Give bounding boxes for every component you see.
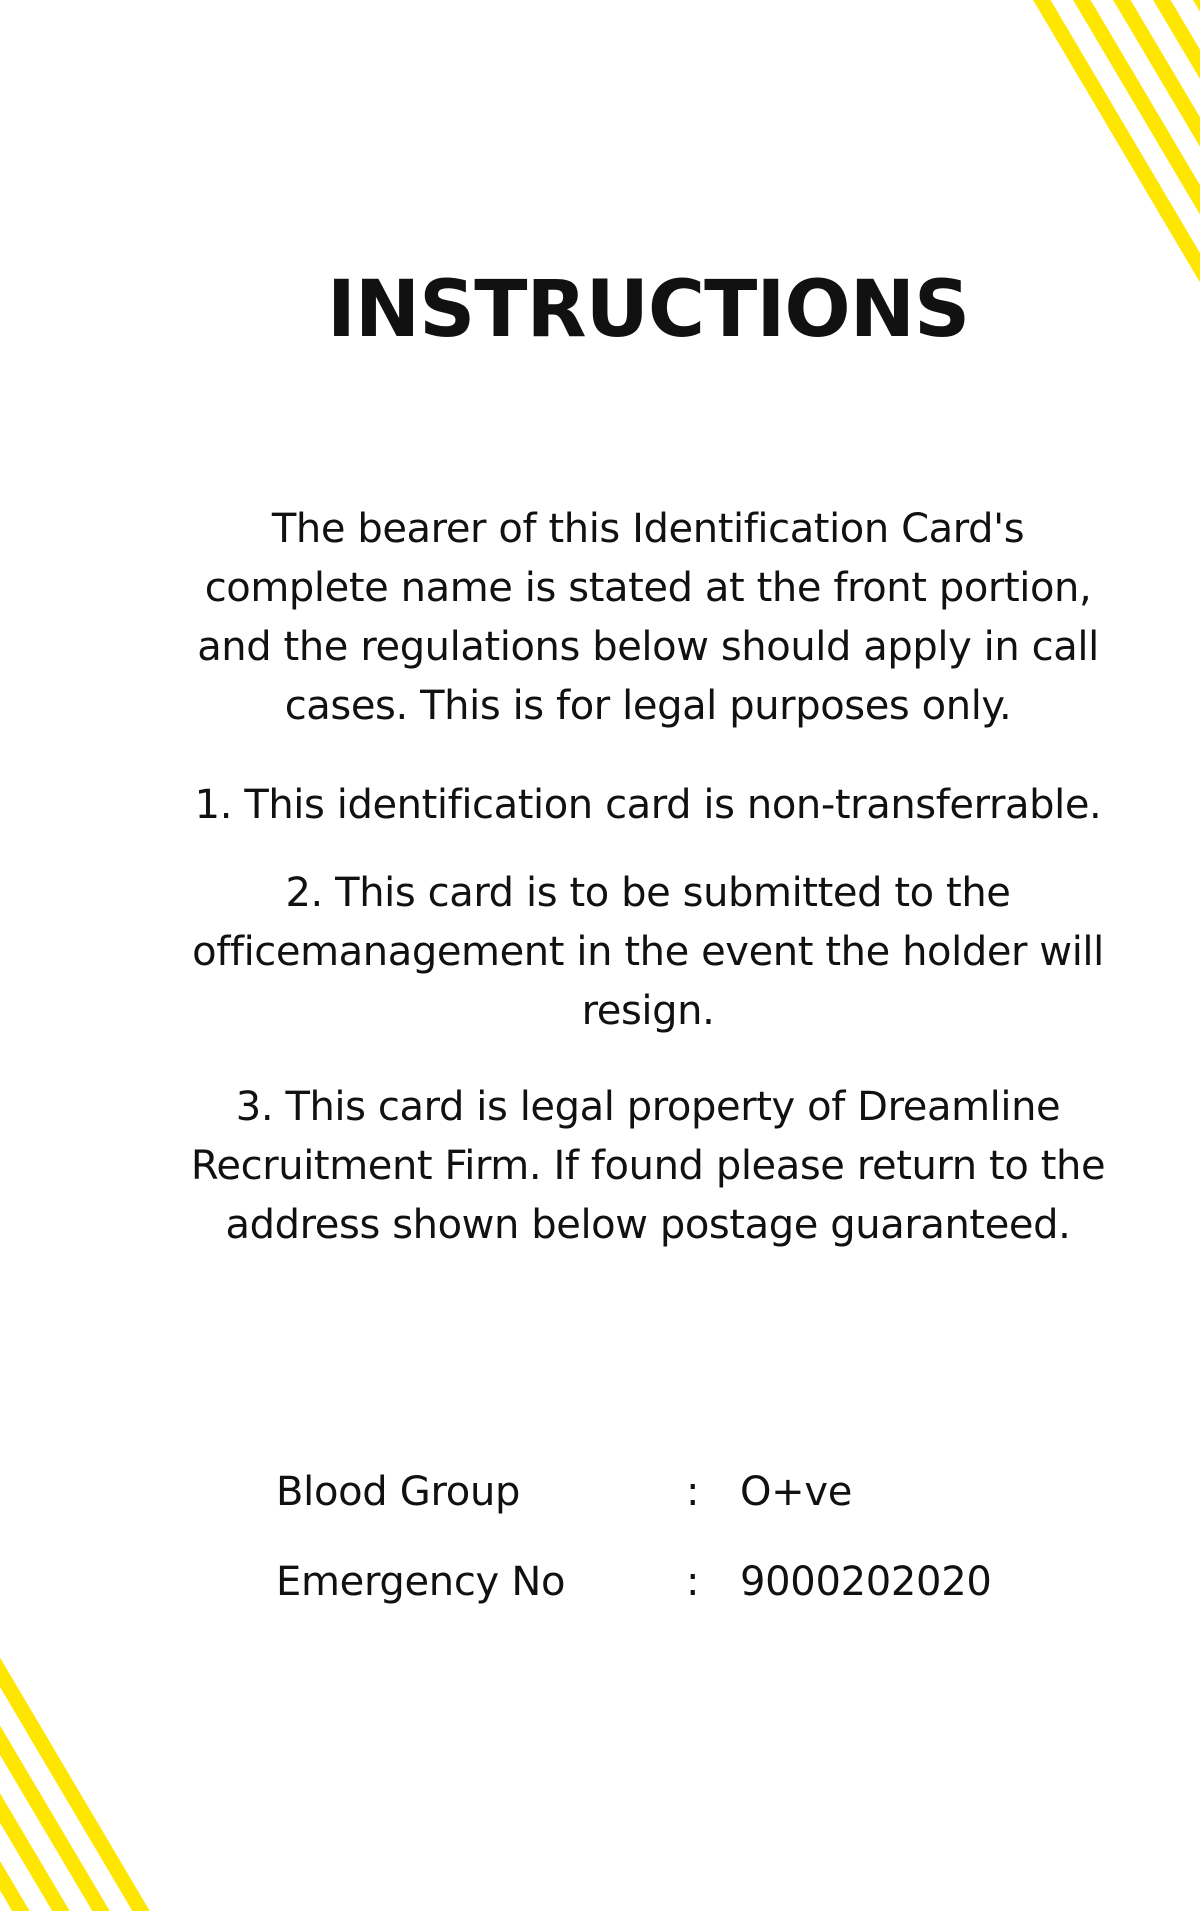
rule-item-1: 1. This identification card is non-transferrable. [194, 782, 1102, 828]
rule-item-2: 2. This card is to be submitted to the officemanagement in the event the holder will resign. [192, 870, 1104, 1034]
emergency-number-value: 9000202020 [740, 1559, 992, 1605]
bottom-left-stripes [0, 1520, 170, 1911]
page-title: INSTRUCTIONS [326, 265, 970, 355]
emergency-number-label: Emergency No [276, 1559, 566, 1605]
blood-group-label: Blood Group [276, 1469, 521, 1515]
blood-group-separator: : [686, 1469, 700, 1515]
top-right-stripes [1030, 0, 1200, 420]
intro-paragraph: The bearer of this Identification Card's complete name is stated at the front portion, and the regulations below should apply in call cases. This is for legal purposes only. [197, 506, 1099, 729]
emergency-number-separator: : [686, 1559, 700, 1605]
rule-item-3: 3. This card is legal property of Dreamline Recruitment Firm. If found please return to the address shown below postage guaranteed. [190, 1084, 1106, 1248]
blood-group-value: O+ve [740, 1469, 853, 1515]
